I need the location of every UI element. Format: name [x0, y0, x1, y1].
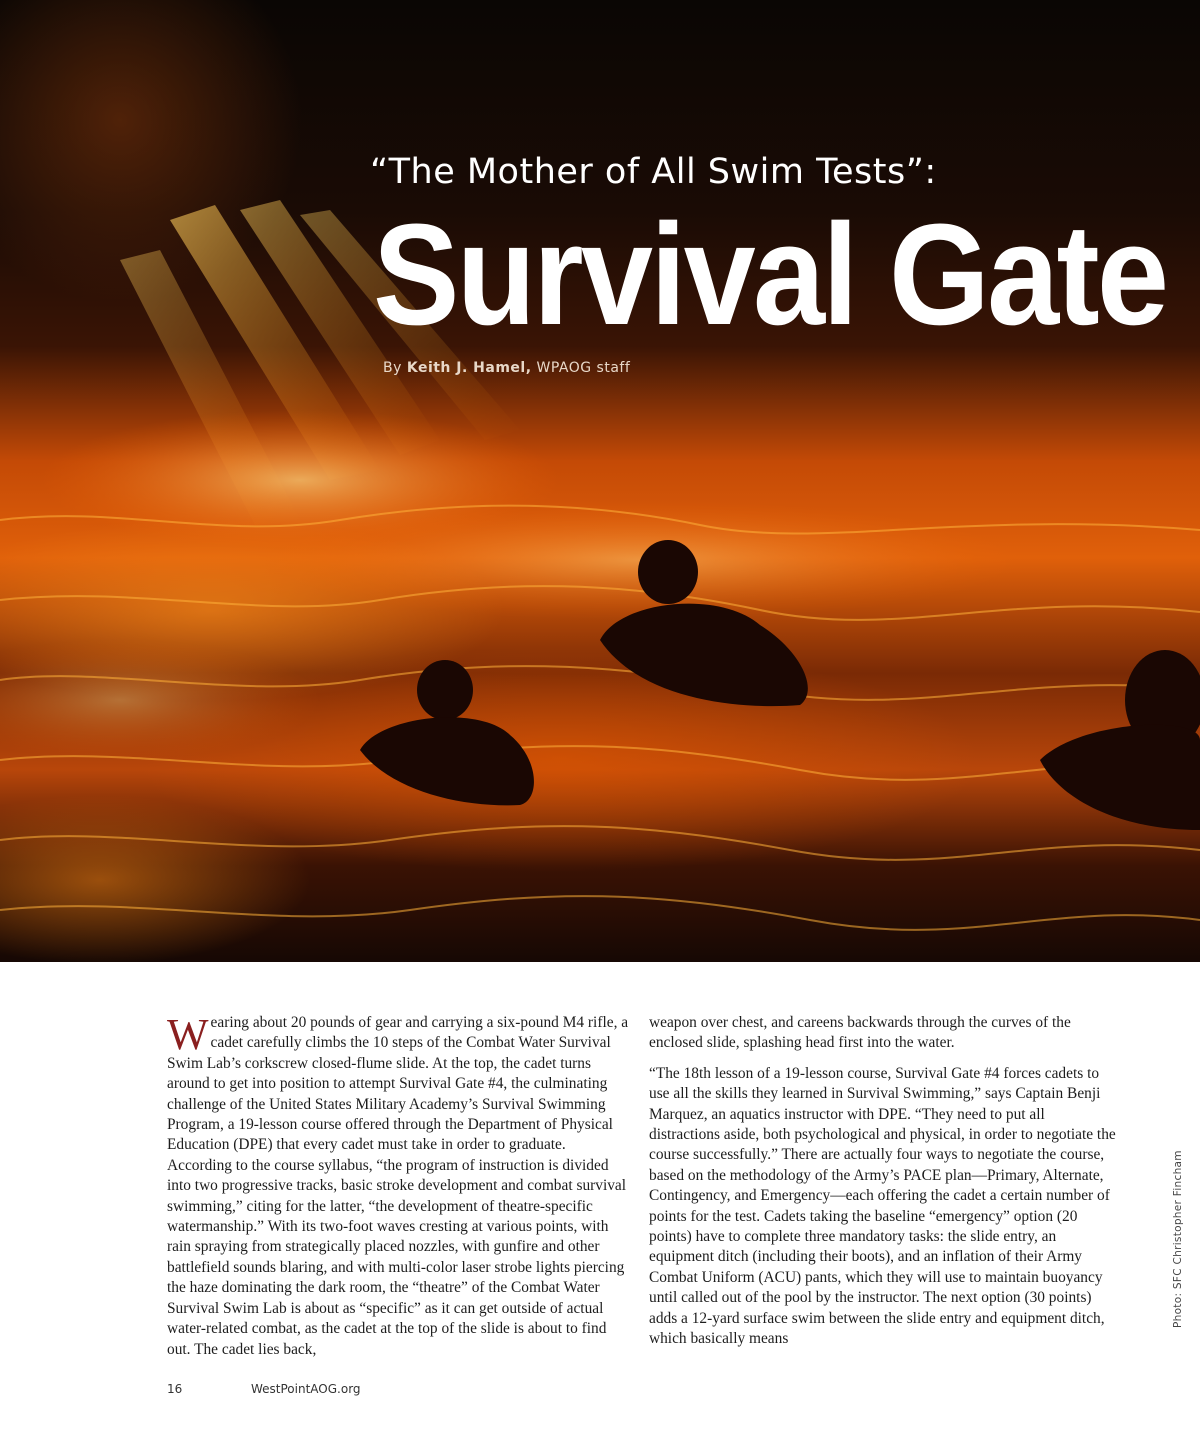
- photo-credit: Photo: SFC Christopher Fincham: [1172, 1150, 1184, 1328]
- page-number: 16: [167, 1382, 183, 1396]
- water-glow: [260, 500, 1020, 620]
- byline-suffix: WPAOG staff: [531, 360, 631, 376]
- byline: [383, 360, 630, 376]
- footer-website: WestPointAOG.org: [251, 1382, 361, 1396]
- byline-prefix: By: [383, 360, 407, 376]
- article-paragraph: weapon over chest, and careens backwards through the curves of the enclosed slide, splashing head first into the water.: [649, 1014, 1071, 1052]
- water-glow: [0, 640, 320, 760]
- article-paragraph: [167, 1010, 633, 1360]
- drop-cap: W: [167, 1010, 209, 1059]
- article-kicker: “The Mother of All Swim Tests”:: [370, 152, 937, 192]
- article-column-2: [649, 1013, 1119, 1350]
- article-headline: Survival Gate: [373, 194, 1167, 355]
- article-column-1: [167, 1010, 633, 1360]
- article-paragraph: “The 18th lesson of a 19-lesson course, Survival Gate #4 forces cadets to use all the skills they learned in Survival Swimming,” says Captain Benji Marquez, an aquatics instructor with DPE. “They need to put all distractions aside, both psychological and physical, in order to negotiate the course successfully.” There are actually four ways to negotiate the course, based on the methodology of the Army’s PACE plan—Primary, Alternate, Contingency, and Emergency—each offering the cadet a certain number of points for the test. Cadets taking the baseline “emergency” option (20 points) have to complete three mandatory tasks: the slide entry, an equipment ditch (including their boots), and an inflation of their Army Combat Uniform (ACU) pants, which they will use to maintain buoyancy until called out of the pool by the instructor. The next option (30 points) adds a 12-yard surface swim between the slide entry and equipment ditch, which basically means: [649, 1064, 1116, 1348]
- byline-author: Keith J. Hamel,: [406, 360, 532, 376]
- paragraph-text: earing about 20 pounds of gear and carrying a six-pound M4 rifle, a cadet carefully climbs the 10 steps of the Combat Water Survival Swim Lab’s corkscrew closed-flume slide. At the top, the cadet turns around to get into position to attempt Survival Gate #4, the culminating challenge of the United States Military Academy’s Survival Swimming Program, a 19-lesson course offered through the Department of Physical Education (DPE) that every cadet must take in order to graduate. According to the course syllabus, “the program of instruction is divided into two progressive tracks, basic stroke development and combat survival swimming,” citing for the latter, “the development of theatre-specific watermanship.” With its two-foot waves cresting at various points, with rain spraying from strategically placed nozzles, with gunfire and other battlefield sounds blaring, and with multi-color laser strobe lights piercing the haze dominating the dark room, the “theatre” of the Combat Water Survival Swim Lab is about as “specific” as it can get outside of actual water-related combat, as the cadet at the top of the slide is about to find out. The cadet lies back,: [167, 1014, 629, 1358]
